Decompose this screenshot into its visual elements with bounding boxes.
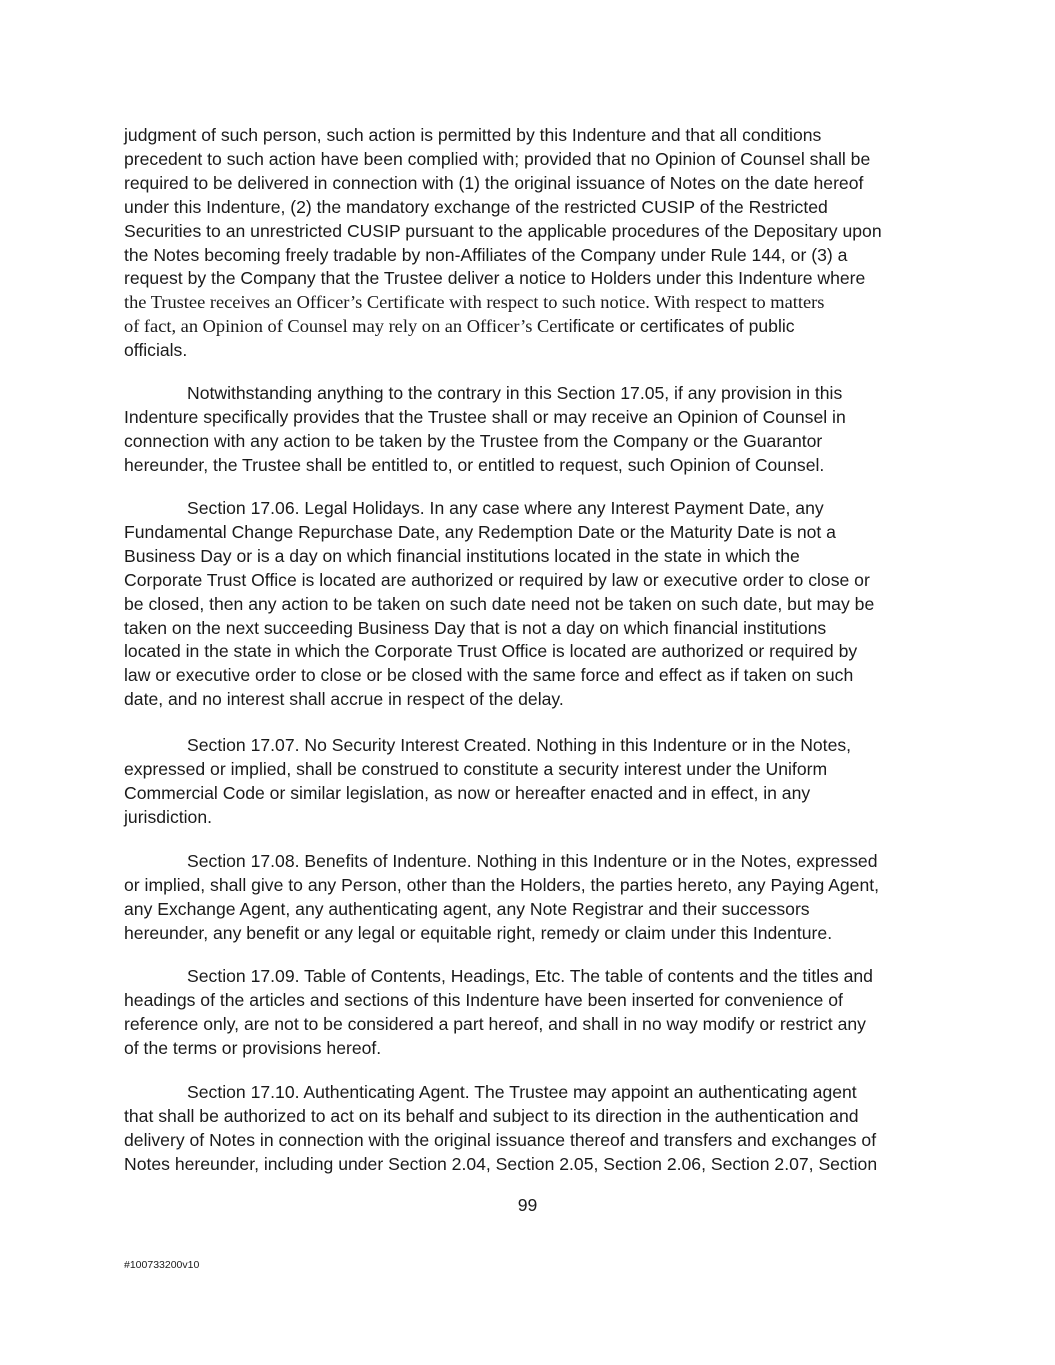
text-line: any Exchange Agent, any authenticating agent, any Note Registrar and their successors <box>124 898 810 919</box>
text-line: Section 17.10. Authenticating Agent. The Trustee may appoint an authenticating agent <box>187 1082 857 1102</box>
text-line: Corporate Trust Office is located are authorized or required by law or executive order to close or <box>124 569 870 590</box>
text-line: headings of the articles and sections of this Indenture have been inserted for convenience of <box>124 989 843 1010</box>
text-line: officials. <box>124 340 188 361</box>
text-line: located in the state in which the Corporate Trust Office is located are authorized or required by <box>124 641 858 662</box>
text-line: request by the Company that the Trustee deliver a notice to Holders under this Indenture where <box>124 268 866 289</box>
text-line: hereunder, the Trustee shall be entitled to, or entitled to request, such Opinion of Counsel. <box>124 454 825 475</box>
text-line: under this Indenture, (2) the mandatory exchange of the restricted CUSIP of the Restricted <box>124 196 828 217</box>
text-run-sans: ificate or certificates of public <box>568 316 795 337</box>
text-line: hereunder, any benefit or any legal or equitable right, remedy or claim under this Indenture. <box>124 922 833 943</box>
paragraph-section-17-06 <box>124 497 934 712</box>
text-line: or implied, shall give to any Person, other than the Holders, the parties hereto, any Paying Agent, <box>124 874 880 895</box>
text-line: the Notes becoming freely tradable by non-Affiliates of the Company under Rule 144, or (3) a <box>124 244 848 265</box>
text-line: Notwithstanding anything to the contrary in this Section 17.05, if any provision in this <box>187 383 843 403</box>
text-line: reference only, are not to be considered a part hereof, and shall in no way modify or restrict any <box>124 1013 866 1034</box>
page-number: 99 <box>517 1195 538 1215</box>
text-line: Section 17.08. Benefits of Indenture. Nothing in this Indenture or in the Notes, expressed <box>187 851 878 871</box>
text-line: Section 17.09. Table of Contents, Headings, Etc. The table of contents and the titles and <box>187 966 873 986</box>
text-line: the Trustee receives an Officer’s Certificate with respect to such notice. With respect to matters <box>124 292 825 313</box>
paragraph-section-17-10 <box>124 1081 934 1177</box>
text-line: Section 17.06. Legal Holidays. In any case where any Interest Payment Date, any <box>187 498 824 518</box>
text-line: law or executive order to close or be closed with the same force and effect as if taken on such <box>124 665 854 686</box>
text-line: taken on the next succeeding Business Day that is not a day on which financial institutions <box>124 617 827 638</box>
text-line: of the terms or provisions hereof. <box>124 1037 382 1058</box>
paragraph-opinion-continuation <box>124 124 934 363</box>
text-line-mixed <box>124 315 934 339</box>
text-line: expressed or implied, shall be construed to constitute a security interest under the Uniform <box>124 758 828 779</box>
text-line: connection with any action to be taken by the Trustee from the Company or the Guarantor <box>124 430 823 451</box>
paragraph-notwithstanding <box>124 382 934 478</box>
text-line: Indenture specifically provides that the Trustee shall or may receive an Opinion of Counsel in <box>124 406 846 427</box>
text-line: Securities to an unrestricted CUSIP pursuant to the applicable procedures of the Depositary upon <box>124 220 882 241</box>
text-line: judgment of such person, such action is permitted by this Indenture and that all conditions <box>124 125 822 145</box>
document-id: #100733200v10 <box>124 1259 200 1271</box>
text-line: Business Day or is a day on which financial institutions located in the state in which the <box>124 545 800 566</box>
paragraph-section-17-08 <box>124 850 934 946</box>
text-line: jurisdiction. <box>124 806 213 827</box>
text-line: Notes hereunder, including under Section 2.04, Section 2.05, Section 2.06, Section 2.07, Section <box>124 1153 878 1174</box>
text-line: date, and no interest shall accrue in respect of the delay. <box>124 689 564 710</box>
paragraph-section-17-09 <box>124 965 934 1061</box>
paragraph-section-17-07 <box>124 734 934 830</box>
text-line: required to be delivered in connection with (1) the original issuance of Notes on the date hereof <box>124 172 864 193</box>
text-line: Commercial Code or similar legislation, as now or hereafter enacted and in effect, in any <box>124 782 811 803</box>
text-line: Section 17.07. No Security Interest Created. Nothing in this Indenture or in the Notes, <box>187 735 852 755</box>
text-line: be closed, then any action to be taken on such date need not be taken on such date, but may be <box>124 593 875 614</box>
text-line: delivery of Notes in connection with the original issuance thereof and transfers and exchanges of <box>124 1129 877 1150</box>
text-line: that shall be authorized to act on its behalf and subject to its direction in the authentication and <box>124 1105 859 1126</box>
text-line: precedent to such action have been complied with; provided that no Opinion of Counsel shall be <box>124 148 871 169</box>
text-run-serif: of fact, an Opinion of Counsel may rely on an Officer’s Cert <box>124 316 569 337</box>
text-line: Fundamental Change Repurchase Date, any Redemption Date or the Maturity Date is not a <box>124 521 836 542</box>
